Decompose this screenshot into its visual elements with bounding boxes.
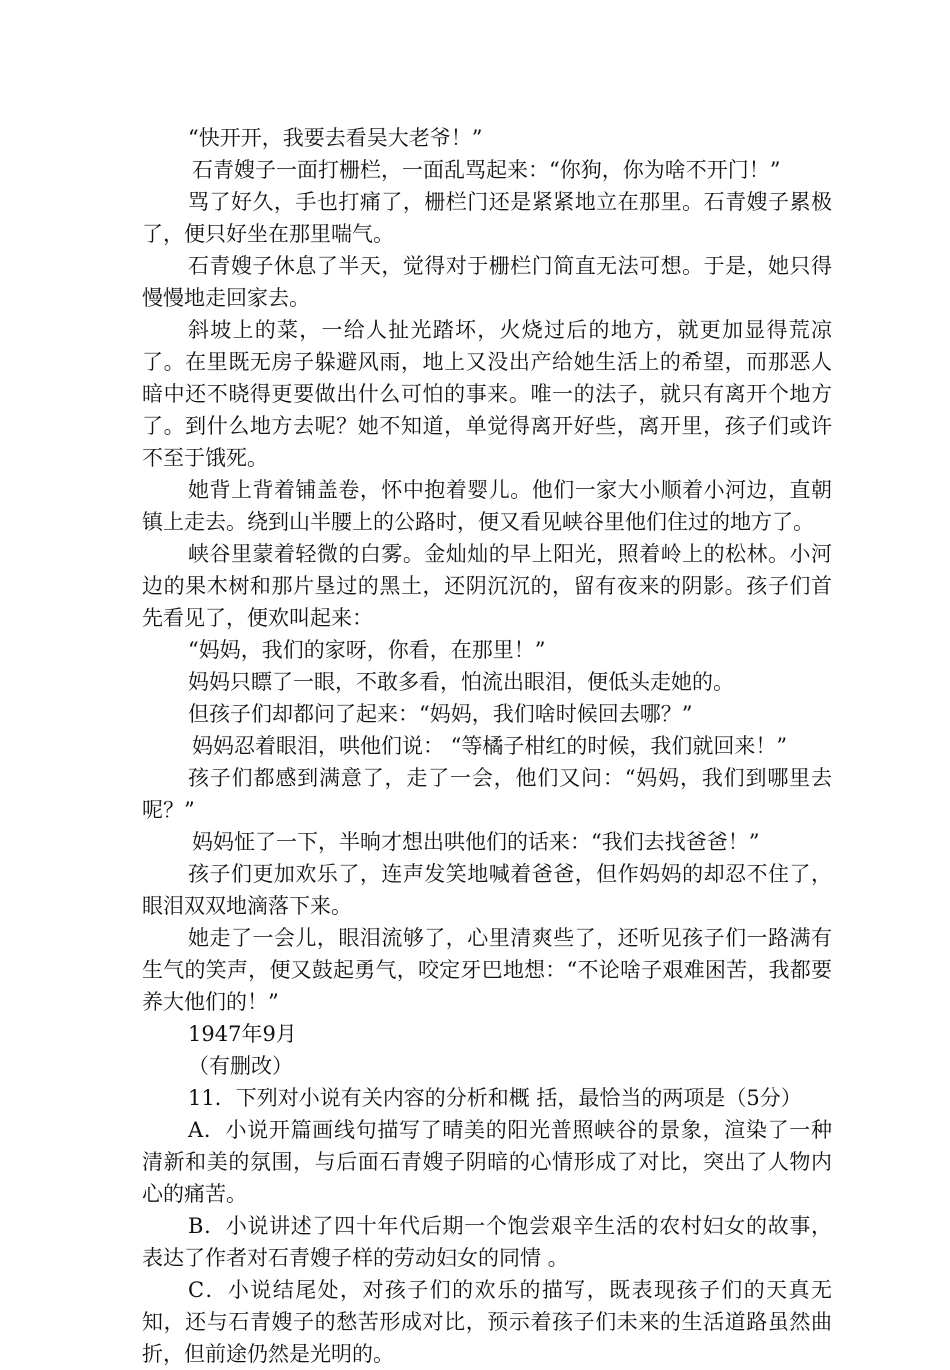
paragraph-mother-orange: 妈妈忍着眼泪，哄他们说： “等橘子柑红的时候，我们就回来！” — [192, 734, 788, 758]
paragraph-children-ask-return: 但孩子们却都问了起来：“妈妈，我们啥时候回去哪？” — [188, 702, 693, 726]
paragraph-children-ask-where: 孩子们都感到满意了，走了一会，他们又问：“妈妈，我们到哪里去呢？” — [142, 766, 832, 822]
paragraph-mother-tears: 孩子们更加欢乐了，连声发笑地喊着爸爸，但作妈妈的却忍不住了，眼泪双双地滴落下来。 — [142, 862, 832, 918]
option-a: A．小说开篇画线句描写了晴美的阳光普照峡谷的景象，渲染了一种清新和美的氛围，与后面石青嫂子阴暗的心情形成了对比，突出了人物内心的痛苦。 — [142, 1118, 832, 1206]
paragraph-find-father: 妈妈怔了一下，半晌才想出哄他们的话来：“我们去找爸爸！” — [192, 830, 760, 854]
option-b: B．小说讲述了四十年代后期一个饱尝艰辛生活的农村妇女的故事，表达了作者对石青嫂子样的劳动妇女的同情 。 — [142, 1214, 832, 1270]
paragraph-courage: 她走了一会儿，眼泪流够了，心里清爽些了，还听见孩子们一路满有生气的笑声，便又鼓起勇气，咬定牙巴地想：“不论啥子艰难困苦，我都要养大他们的！” — [142, 926, 832, 1014]
question-11: 11．下列对小说有关内容的分析和概 括，最恰当的两项是（5分） — [188, 1086, 802, 1110]
paragraph-valley-mist: 峡谷里蒙着轻微的白雾。金灿灿的早上阳光，照着岭上的松林。小河边的果木树和那片垦过的黑土，还阴沉沉的，留有夜来的阴影。孩子们首先看见了，便欢叫起来： — [142, 542, 832, 630]
date-line: 1947年9月 — [188, 1022, 297, 1046]
paragraph-family-walks: 她背上背着铺盖卷，怀中抱着婴儿。他们一家大小顺着小河边，直朝镇上走去。绕到山半腰上的公路时，便又看见峡谷里他们住过的地方了。 — [142, 478, 832, 534]
paragraph-children-home: “妈妈，我们的家呀，你看，在那里！” — [188, 638, 546, 662]
paragraph-leave-place: 斜坡上的菜，一给人扯光踏坏，火烧过后的地方，就更加显得荒凉了。在里既无房子躲避风雨，地上又没出产给她生活上的希望，而那恶人暗中还不晓得更要做出什么可怕的事来。唯一的法子，就只有离开个地方了。到什么地方去呢？她不知道，单觉得离开好些，离开里，孩子们或许不至于饿死。 — [142, 318, 832, 470]
paragraph-dialogue-open-gate: “快开开，我要去看吴大老爷！” — [188, 126, 483, 150]
paragraph-scolding-gate: 石青嫂子一面打栅栏，一面乱骂起来：“你狗，你为啥不开门！” — [192, 158, 781, 182]
edited-note: （有删改） — [188, 1054, 293, 1078]
paragraph-gate-stands: 骂了好久，手也打痛了，栅栏门还是紧紧地立在那里。石青嫂子累极了，便只好坐在那里喘气。 — [142, 190, 832, 246]
option-c: C．小说结尾处，对孩子们的欢乐的描写，既表现孩子们的天真无知，还与石青嫂子的愁苦形成对比，预示着孩子们未来的生活道路虽然曲折，但前途仍然是光明的。 — [142, 1278, 832, 1366]
story-text — [142, 122, 832, 1370]
paragraph-walk-home: 石青嫂子休息了半天，觉得对于栅栏门简直无法可想。于是，她只得慢慢地走回家去。 — [142, 254, 832, 310]
paragraph-mother-glance: 妈妈只瞟了一眼，不敢多看，怕流出眼泪，便低头走她的。 — [188, 670, 734, 694]
